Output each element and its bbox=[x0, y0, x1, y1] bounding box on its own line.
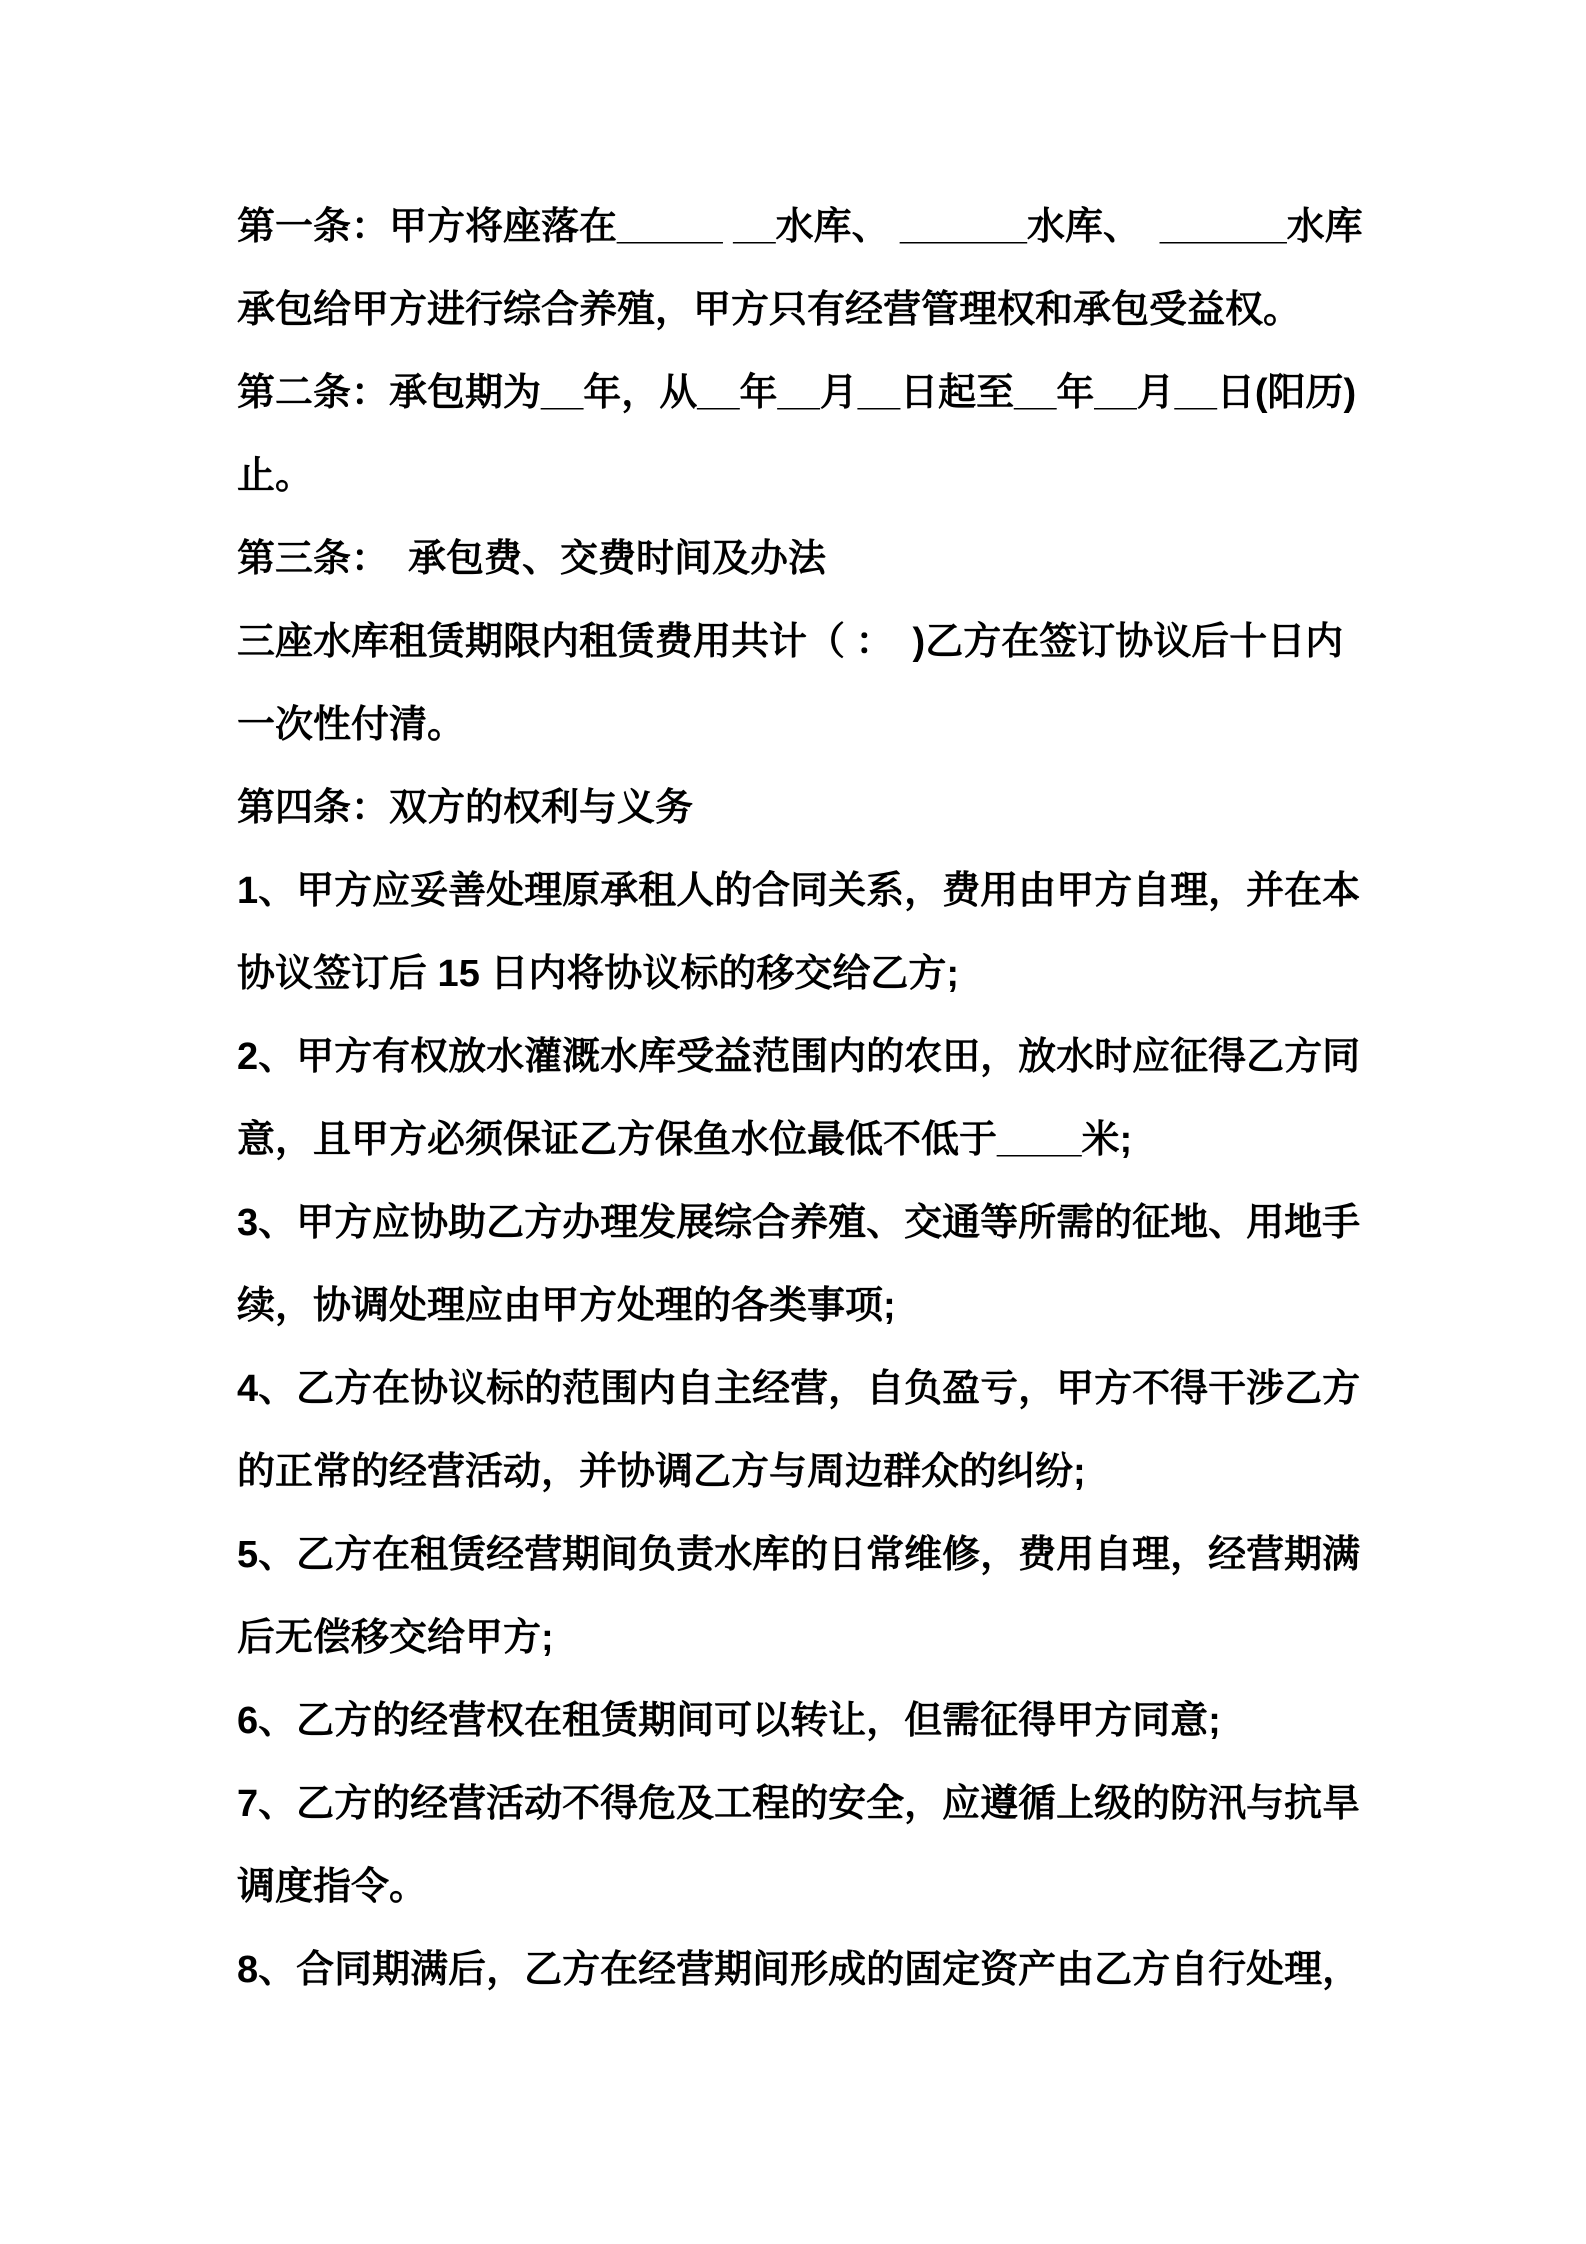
contract-line: 6、乙方的经营权在租赁期间可以转让，但需征得甲方同意; bbox=[237, 1700, 1221, 1742]
contract-line: 协议签订后 15 日内将协议标的移交给乙方; bbox=[237, 953, 960, 995]
contract-line: 1、甲方应妥善处理原承租人的合同关系，费用由甲方自理，并在本 bbox=[237, 870, 1361, 912]
contract-line: 一次性付清。 bbox=[237, 704, 466, 746]
contract-line: 调度指令。 bbox=[237, 1866, 428, 1908]
contract-line: 止。 bbox=[237, 455, 314, 497]
contract-line: 第三条： 承包费、交费时间及办法 bbox=[237, 538, 827, 580]
contract-line: 后无偿移交给甲方; bbox=[237, 1617, 554, 1659]
contract-line: 3、甲方应协助乙方办理发展综合养殖、交通等所需的征地、用地手 bbox=[237, 1202, 1361, 1244]
contract-line: 第四条：双方的权利与义务 bbox=[237, 787, 694, 829]
contract-line: 续，协调处理应由甲方处理的各类事项; bbox=[237, 1285, 896, 1327]
contract-line: 三座水库租赁期限内租赁费用共计（ ： )乙方在签订协议后十日内 bbox=[237, 621, 1344, 663]
contract-line: 8、合同期满后，乙方在经营期间形成的固定资产由乙方自行处理， bbox=[237, 1949, 1361, 1991]
contract-line: 2、甲方有权放水灌溉水库受益范围内的农田，放水时应征得乙方同 bbox=[237, 1036, 1361, 1078]
contract-line: 7、乙方的经营活动不得危及工程的安全，应遵循上级的防汛与抗旱 bbox=[237, 1783, 1361, 1825]
contract-line: 5、乙方在租赁经营期间负责水库的日常维修，费用自理，经营期满 bbox=[237, 1534, 1361, 1576]
contract-line: 意，且甲方必须保证乙方保鱼水位最低不低于____米; bbox=[237, 1119, 1133, 1161]
contract-line: 承包给甲方进行综合养殖，甲方只有经营管理权和承包受益权。 bbox=[237, 289, 1302, 331]
contract-line: 第一条：甲方将座落在_____ __水库、 ______水库、 ______水库 bbox=[237, 206, 1363, 248]
contract-line: 第二条：承包期为__年，从__年__月__日起至__年__月__日(阳历) bbox=[237, 372, 1357, 414]
contract-body bbox=[237, 186, 1367, 2012]
contract-line: 4、乙方在协议标的范围内自主经营，自负盈亏，甲方不得干涉乙方 bbox=[237, 1368, 1361, 1410]
contract-line: 的正常的经营活动，并协调乙方与周边群众的纠纷; bbox=[237, 1451, 1086, 1493]
